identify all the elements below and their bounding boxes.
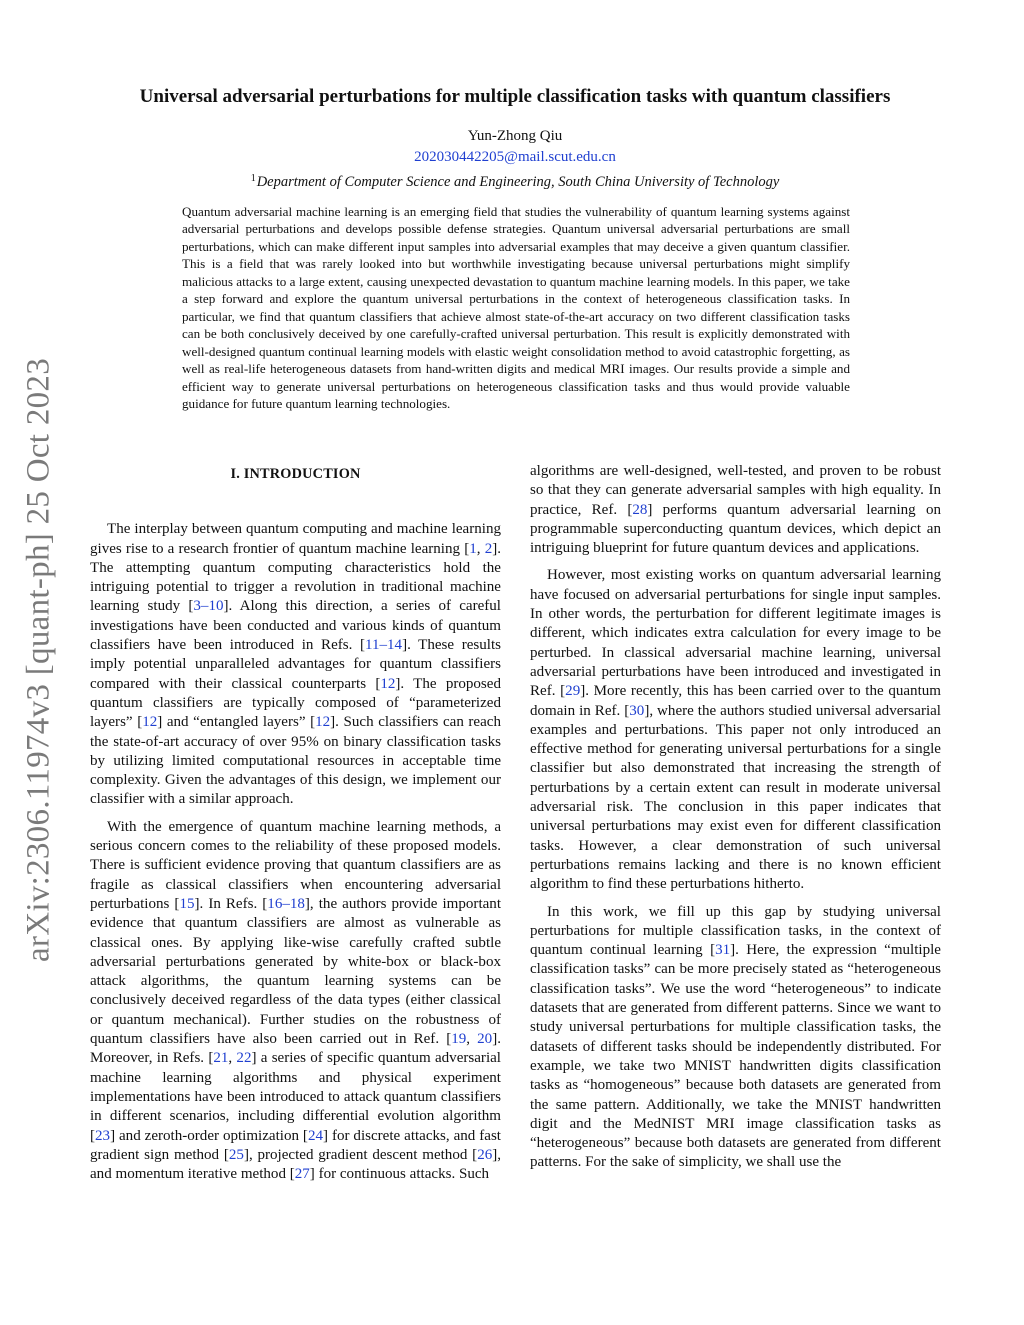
left-column bbox=[90, 465, 501, 1192]
section-heading-introduction: I. INTRODUCTION bbox=[230, 466, 361, 482]
paragraph-2: With the emergence of quantum machine learning methods, a serious concern comes to the reliability of these proposed models. There is sufficient evidence proving that quantum classifiers are as fragile as classical classifiers when encountering adversarial perturbations [15]. In Refs. [16–18], the authors provide important evidence that quantum classifiers are almost as vulnerable as classical ones. By applying like-wise carefully crafted subtle adversarial perturbations generated by white-box or black-box attack algorithms, the quantum learning systems can be conclusively deceived regardless of the data types (either classical or quantum mechanical). Further studies on the robustness of quantum classifiers have also been carried out in Ref. [19, 20]. Moreover, in Refs. [21, 22] a series of specific quantum adversarial machine learning algorithms and physical experiment implementations have been introduced to attack quantum classifiers in different scenarios, including differential evolution algorithm [23] and zeroth-order optimization [24] for discrete attacks, and fast gradient sign method [25], projected gradient descent method [26], and momentum iterative method [27] for continuous attacks. Such bbox=[90, 818, 502, 1183]
text-run: ] and zeroth-order optimization [ bbox=[110, 1127, 308, 1144]
text-run: The interplay between quantum computing and machine learning gives rise to a research frontier of quantum machine learning [ bbox=[90, 521, 501, 557]
citation-link[interactable]: 25 bbox=[228, 1146, 244, 1163]
text-run: ], projected gradient descent method [ bbox=[243, 1146, 478, 1163]
text-run: ]. The proposed quantum classifiers are typically composed of “parameterized layers” [ bbox=[90, 675, 501, 731]
citation-link[interactable]: 19 bbox=[451, 1031, 467, 1048]
paper-title: Universal adversarial perturbations for multiple classification tasks with quantum classifiers bbox=[139, 86, 891, 107]
citation-link[interactable]: 3–10 bbox=[193, 598, 224, 615]
citation-link[interactable]: 11–14 bbox=[365, 637, 403, 654]
paragraph-5 bbox=[530, 903, 941, 1173]
author-email-link[interactable]: 202030442205@mail.scut.edu.cn bbox=[414, 149, 616, 165]
paragraph-3 bbox=[530, 462, 941, 558]
text-run: ]. Such classifiers can reach the state-of-art accuracy of over 95% on binary classification tasks by utilizing limited computational resources in acceptable time complexity. Given the advantages of this design, we implement our classifier with a similar approach. bbox=[90, 714, 501, 808]
text-run: ], where the authors studied universal adversarial examples and perturbations. This paper not only introduced an effective method for generating universal perturbations for a single classifier but also demonstrated that increasing the strength of perturbations by a certain extent can result in moderate universal adversarial risk. The conclusion in this paper indicates that universal perturbations may exist even for different classification tasks. However, a clear demonstration of such universal perturbations remains lacking and there is no known efficient algorithm to find these perturbations hitherto. bbox=[530, 702, 941, 893]
text-run: In this work, we fill up this gap by studying universal perturbations for multiple classification tasks, in the context of quantum continual learning [ bbox=[530, 903, 941, 959]
text-run: algorithms are well-designed, well-tested, and proven to be robust so that they can generate adversarial samples with high equality. In practice, Ref. [ bbox=[530, 463, 941, 518]
citation-link[interactable]: 12 bbox=[380, 675, 396, 692]
citation-link[interactable]: 24 bbox=[307, 1127, 323, 1144]
citation-link[interactable]: 22 bbox=[236, 1050, 252, 1067]
text-run: ], and momentum iterative method [ bbox=[90, 1146, 502, 1183]
text-run: ]. In Refs. [ bbox=[194, 895, 268, 912]
paragraph-1: The interplay between quantum computing and machine learning gives rise to a research frontier of quantum machine learning [1, 2]. The attempting quantum computing characteristics hold the intriguing potential to trigger a revolution in traditional machine learning study [3–10]. Along this direction, a series of careful investigations have been conducted and various kinds of quantum classifiers have been introduced in Refs. [11–14]. These results imply potential unparalleled advantages for quantum classifiers compared with their classical counterparts [12]. The proposed quantum classifiers are typically composed of “parameterized layers” [12] and “entangled layers” [12]. Such classifiers can reach the state-of-art accuracy of over 95% on binary classification tasks by utilizing limited computational resources in acceptable time complexity. Given the advantages of this design, we implement our classifier with a similar approach. bbox=[90, 521, 501, 808]
text-run: ]. The attempting quantum computing characteristics hold the intriguing potential to trigger a revolution in traditional machine learning study [ bbox=[90, 540, 501, 615]
text-run: ], the authors provide important evidence that quantum classifiers are almost as vulnerable as classical ones. By applying like-wise carefully crafted subtle adversarial perturbations generated by white-box or black-box attack algorithms, the quantum learning systems can be conclusively deceived regardless of the data types (either classical or quantum mechanical). Further studies on the robustness of quantum classifiers have also been carried out in Ref. [ bbox=[90, 895, 502, 1048]
text-run: ]. Here, the expression “multiple classification tasks” can be more precisely stated as “heterogeneous classification tasks”. We use the word “heterogeneous” to indicate datasets that are generated from different patterns. Since we want to study universal perturbations for multiple classification tasks, the datasets of different tasks should be independently distributed. For example, we take two MNIST handwritten digits classification tasks as “homogeneous” because both datasets are generated from the same pattern. Additionally, we take the MNIST handwritten digit and the MedNIST MRI image classification tasks as “heterogeneous” because both datasets are generated from different patterns. For the sake of simplicity, we shall use the bbox=[530, 942, 941, 1171]
text-run: ]. Moreover, in Refs. [ bbox=[90, 1031, 501, 1067]
citation-link[interactable]: 23 bbox=[95, 1127, 111, 1144]
right-column bbox=[530, 462, 941, 1181]
citation-link[interactable]: 28 bbox=[632, 501, 648, 518]
citation-link[interactable]: 1 bbox=[469, 540, 477, 557]
affiliation-marker: 1 bbox=[250, 173, 256, 184]
arxiv-identifier: arXiv:2306.11974v3 [quant-ph] 25 Oct 2023 bbox=[20, 357, 57, 963]
text-run: ]. These results imply potential unparalleled advantages for quantum classifiers compared with their classical counterparts [ bbox=[90, 637, 501, 692]
citation-link[interactable]: 26 bbox=[477, 1146, 493, 1163]
text-run: ] performs quantum adversarial learning on programmable superconducting quantum devices, which depict an intriguing blueprint for future quantum devices and applications. bbox=[530, 501, 941, 557]
text-run: ] for continuous attacks. Such bbox=[309, 1166, 490, 1183]
arxiv-stamp bbox=[14, 350, 64, 970]
citation-link[interactable]: 27 bbox=[294, 1166, 310, 1183]
citation-link[interactable]: 31 bbox=[715, 942, 731, 959]
text-run: With the emergence of quantum machine learning methods, a serious concern comes to the reliability of these proposed models. There is sufficient evidence proving that quantum classifiers are as fragile as classical classifiers when encountering adversarial perturbations [ bbox=[90, 818, 501, 912]
author-name: Yun-Zhong Qiu bbox=[467, 128, 563, 144]
citation-link[interactable]: 15 bbox=[179, 895, 195, 912]
author-affiliation bbox=[90, 173, 940, 191]
citation-link[interactable]: 20 bbox=[477, 1031, 493, 1048]
text-run: ] and “entangled layers” [ bbox=[157, 714, 316, 731]
text-run: ]. Along this direction, a series of careful investigations have been conducted and various kinds of quantum classifiers have been introduced in Refs. [ bbox=[90, 598, 501, 654]
citation-link[interactable]: 21 bbox=[213, 1050, 229, 1067]
citation-link[interactable]: 12 bbox=[142, 714, 158, 731]
text-run: ]. More recently, this has been carried over to the quantum domain in Ref. [ bbox=[530, 683, 941, 719]
citation-link[interactable]: 29 bbox=[565, 683, 581, 700]
citation-link[interactable]: 12 bbox=[315, 714, 331, 731]
citation-link[interactable]: 16–18 bbox=[267, 895, 305, 912]
text-run: However, most existing works on quantum adversarial learning have focused on adversarial perturbations for single input samples. In other words, the perturbation for different legitimate images is different, which indicates extra calculation for every image to be perturbed. In classical adversarial machine learning, universal adversarial perturbations have been introduced and investigated in Ref. [ bbox=[530, 567, 941, 700]
affiliation-text: Department of Computer Science and Engineering, South China University of Technology bbox=[256, 174, 780, 190]
citation-link[interactable]: 30 bbox=[629, 702, 645, 719]
abstract: Quantum adversarial machine learning is an emerging field that studies the vulnerability of quantum learning systems against adversarial perturbations and develops possible defense strategies. Quantum universal adversarial perturbations are small perturbations, which can make different input samples into adversarial examples that may deceive a given quantum classifier. This is a field that was rarely looked into but worthwhile investigating because universal perturbations might simplify malicious attacks to a large extent, causing unexpected devastation to quantum machine learning models. In this paper, we take a step forward and explore the quantum universal perturbations in the context of heterogeneous classification tasks. In particular, we find that quantum classifiers that achieve almost state-of-the-art accuracy on two different classification tasks can be both conclusively deceived by one carefully-crafted universal perturbation. This result is explicitly demonstrated with well-designed quantum continual learning models with elastic weight consolidation method to avoid catastrophic forgetting, as well as real-life heterogeneous datasets from hand-written digits and medical MRI images. Our results provide a simple and efficient way to generate universal perturbations on heterogeneous classification tasks and thus would provide valuable guidance for future quantum learning technologies. bbox=[182, 204, 850, 411]
paragraph-4 bbox=[530, 566, 941, 894]
text-run: ] for discrete attacks, and fast gradient sign method [ bbox=[90, 1127, 501, 1163]
citation-link[interactable]: 2 bbox=[484, 540, 493, 557]
text-run: ] a series of specific quantum adversarial machine learning algorithms and physical experiment implementations have been introduced to attack quantum classifiers in different scenarios, including differential evolution algorithm [ bbox=[90, 1050, 501, 1144]
